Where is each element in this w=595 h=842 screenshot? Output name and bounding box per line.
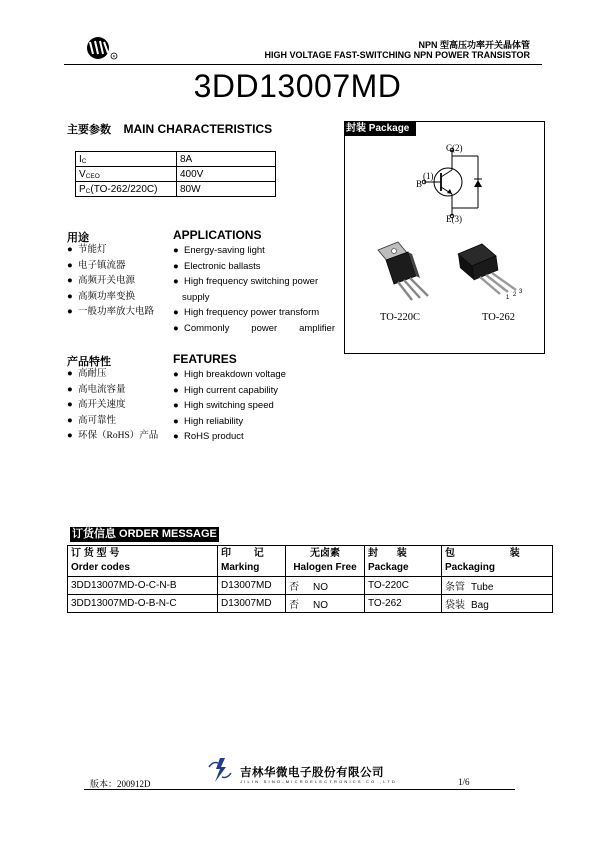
table-header-row: [68, 546, 553, 577]
header-marking: 印 记 Marking: [218, 546, 286, 577]
company-name-en: JILIN SINO-MICROELECTRONICS CO.,LTD: [240, 779, 397, 784]
packaging-cell: 条管 Tube: [442, 577, 553, 595]
list-item: ● High reliability: [173, 415, 244, 427]
header-packaging: 包 装 Packaging: [442, 546, 553, 577]
main-characteristics-heading: [67, 120, 272, 138]
param-cell: $V_{CEO}$: [76, 167, 177, 182]
value-cell: 80W: [177, 182, 276, 197]
to262-pin-2: 2: [513, 292, 517, 298]
package-heading: 封装 Package: [344, 121, 416, 136]
pin-b-number: (1): [423, 171, 434, 181]
document-version: 版本：200912D: [90, 779, 151, 789]
pin-b-label: B: [416, 179, 423, 189]
to262-pin-1: 1: [506, 295, 510, 301]
list-item: ● 高开关速度: [67, 400, 126, 410]
header-halogen-free: 无卤素 Halogen Free: [286, 546, 365, 577]
param-cell: $I_C$: [76, 152, 177, 167]
header-order-codes: 订 货 型 号 Order codes: [68, 546, 218, 577]
order-code-cell: 3DD13007MD-O-B-N-C: [68, 595, 218, 613]
value-cell: 8A: [177, 152, 276, 167]
list-item: ● 节能灯: [67, 245, 107, 255]
list-item: ● 高频功率变换: [67, 291, 136, 302]
to220c-label: TO-220C: [380, 312, 421, 323]
list-item: ● High current capability: [173, 384, 278, 396]
heading-cn: 主要参数: [67, 124, 111, 136]
list-item: ● 高频开关电源: [67, 276, 136, 286]
list-item: ● 高可靠性: [67, 415, 117, 426]
features-list-cn: [67, 367, 158, 445]
applications-list-en: [173, 243, 335, 336]
list-item: ● 环保（RoHS）产品: [67, 431, 159, 441]
table-row: [76, 152, 276, 167]
value-cell: 400V: [177, 167, 276, 182]
features-list-en: [173, 367, 286, 445]
features-heading-cn: 产品特性: [67, 356, 111, 368]
order-table: [67, 545, 553, 613]
marking-cell: D13007MD: [218, 595, 286, 613]
to262-label: TO-262: [482, 312, 516, 323]
order-code-cell: 3DD13007MD-O-C-N-B: [68, 577, 218, 595]
to262-pin-3: 3: [519, 289, 523, 295]
list-item: ● High frequency switching power: [173, 276, 319, 287]
halogen-cell: 否 NO: [286, 577, 365, 595]
list-item: ● High frequency power transform: [173, 307, 320, 318]
company-name-cn: 吉林华微电子股份有限公司: [240, 767, 384, 779]
list-item: ● Energy-saving light: [173, 245, 265, 256]
to220c-package-icon: [368, 240, 440, 310]
table-row: [76, 182, 276, 197]
heading-en: MAIN CHARACTERISTICS: [123, 122, 273, 136]
characteristics-table: [75, 151, 276, 197]
list-item-continuation: supply: [182, 291, 210, 303]
pin-e-label: E(3): [446, 214, 462, 224]
param-cell: $P_C(TO-262/220C)$: [76, 182, 177, 197]
page-number: 1/6: [458, 777, 470, 787]
package-cell: TO-220C: [365, 577, 442, 595]
table-row: [68, 595, 553, 613]
applications-heading-en: APPLICATIONS: [173, 228, 262, 242]
to262-package-icon: [452, 240, 532, 310]
company-footer-logo: [207, 757, 233, 783]
list-item: ● High switching speed: [173, 400, 274, 411]
features-heading-en: FEATURES: [173, 352, 237, 366]
header-package: 封 装 Package: [365, 546, 442, 577]
pin-c-label: C(2): [446, 143, 463, 153]
header-title-en: HIGH VOLTAGE FAST-SWITCHING NPN POWER TRANSISTOR: [264, 50, 530, 60]
list-item: ● RoHS product: [173, 431, 244, 442]
applications-heading-cn: 用途: [67, 232, 89, 244]
header-divider: [64, 64, 542, 65]
list-item: ● 高耐压: [67, 369, 107, 379]
list-item: ● High breakdown voltage: [173, 369, 286, 380]
table-row: [68, 577, 553, 595]
halogen-cell: 否 NO: [286, 595, 365, 613]
packaging-cell: 袋装 Bag: [442, 595, 553, 613]
list-item: ● 高电流容量: [67, 384, 126, 395]
svg-text:R: R: [112, 53, 116, 59]
applications-list-cn: [67, 243, 154, 321]
list-item: ● Electronic ballasts: [173, 260, 261, 272]
company-logo: [84, 36, 124, 62]
list-item: ● 电子镇流器: [67, 260, 126, 271]
part-number: 3DD13007MD: [193, 68, 402, 104]
package-cell: TO-262: [365, 595, 442, 613]
list-item: ● Commonly power amplifier: [173, 322, 335, 334]
table-row: [76, 167, 276, 182]
order-message-heading: 订货信息 ORDER MESSAGE: [72, 528, 217, 540]
footer-divider: [84, 789, 515, 790]
list-item: ● 一般功率放大电路: [67, 307, 155, 317]
header-title-cn: NPN 型高压功率开关晶体管: [418, 40, 530, 50]
marking-cell: D13007MD: [218, 577, 286, 595]
